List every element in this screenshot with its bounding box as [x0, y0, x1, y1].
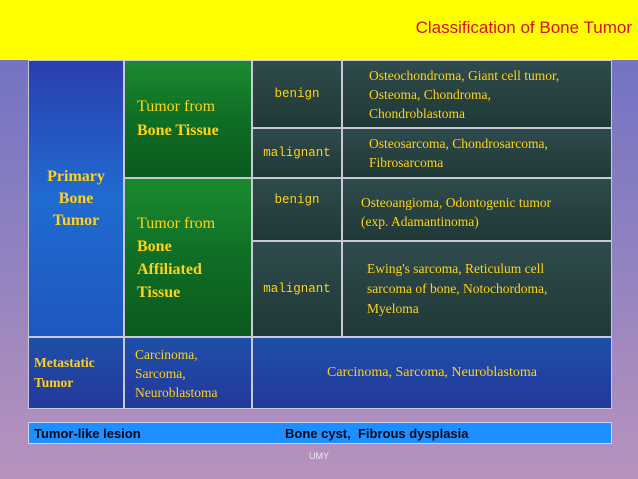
- example-line: Osteoangioma, Odontogenic tumor: [361, 195, 552, 210]
- tumor-like-description: Bone cyst, Fibrous dysplasia: [285, 426, 469, 441]
- metastatic-label-line: Metastatic: [34, 355, 95, 370]
- example-line: Osteosarcoma, Chondrosarcoma,: [369, 136, 548, 151]
- example-line: Myeloma: [367, 301, 419, 316]
- bone-tissue-cell: [124, 60, 252, 178]
- affiliated-label-line: Affiliated: [137, 260, 202, 278]
- slide-title: Classification of Bone Tumor: [415, 18, 632, 37]
- footer-label: UMY: [309, 451, 329, 461]
- affiliated-tissue-cell: [124, 178, 252, 337]
- example-line: (exp. Adamantinoma): [361, 214, 479, 229]
- tumor-like-lesion-bar: [28, 422, 612, 444]
- affiliated-malignant-examples: [342, 241, 612, 337]
- bone-tissue-label-line: Tumor from: [137, 98, 216, 115]
- primary-bone-tumor-cell: [28, 60, 124, 337]
- metastatic-tumor-cell: [28, 337, 124, 409]
- primary-label-line: Primary: [47, 167, 105, 185]
- example-line: Chondroblastoma: [369, 105, 465, 121]
- bone-tissue-malignant-examples: [342, 128, 612, 178]
- example-line: sarcoma of bone, Notochordoma,: [367, 281, 548, 296]
- bone-tissue-benign-examples: [342, 60, 612, 128]
- origin-line: Carcinoma,: [135, 346, 198, 362]
- example-line: Osteoma, Chondroma,: [369, 86, 491, 102]
- bone-tissue-label-line: Bone Tissue: [137, 122, 219, 139]
- affiliated-label-line: Tumor from: [137, 214, 216, 232]
- affiliated-label-line: Tissue: [137, 283, 181, 301]
- metastatic-description-cell: [252, 337, 612, 409]
- bone-tissue-benign-kind: benign: [252, 60, 342, 128]
- origin-line: Sarcoma,: [135, 365, 186, 381]
- example-line: Osteochondroma, Giant cell tumor,: [369, 67, 560, 83]
- primary-label-line: Bone: [58, 189, 94, 207]
- affiliated-malignant-kind: malignant: [252, 241, 342, 337]
- example-line: Fibrosarcoma: [369, 155, 444, 170]
- metastatic-origin-cell: [124, 337, 252, 409]
- origin-line: Neuroblastoma: [135, 384, 218, 400]
- affiliated-label-line: Bone: [137, 237, 172, 255]
- example-line: Ewing's sarcoma, Reticulum cell: [367, 261, 545, 276]
- bone-tissue-malignant-kind: malignant: [252, 128, 342, 178]
- metastatic-description: Carcinoma, Sarcoma, Neuroblastoma: [327, 365, 537, 380]
- affiliated-benign-examples: [342, 178, 612, 241]
- affiliated-benign-kind: benign: [252, 178, 342, 241]
- metastatic-label-line: Tumor: [34, 375, 74, 390]
- tumor-like-label: Tumor-like lesion: [34, 426, 141, 441]
- primary-label-line: Tumor: [52, 211, 100, 229]
